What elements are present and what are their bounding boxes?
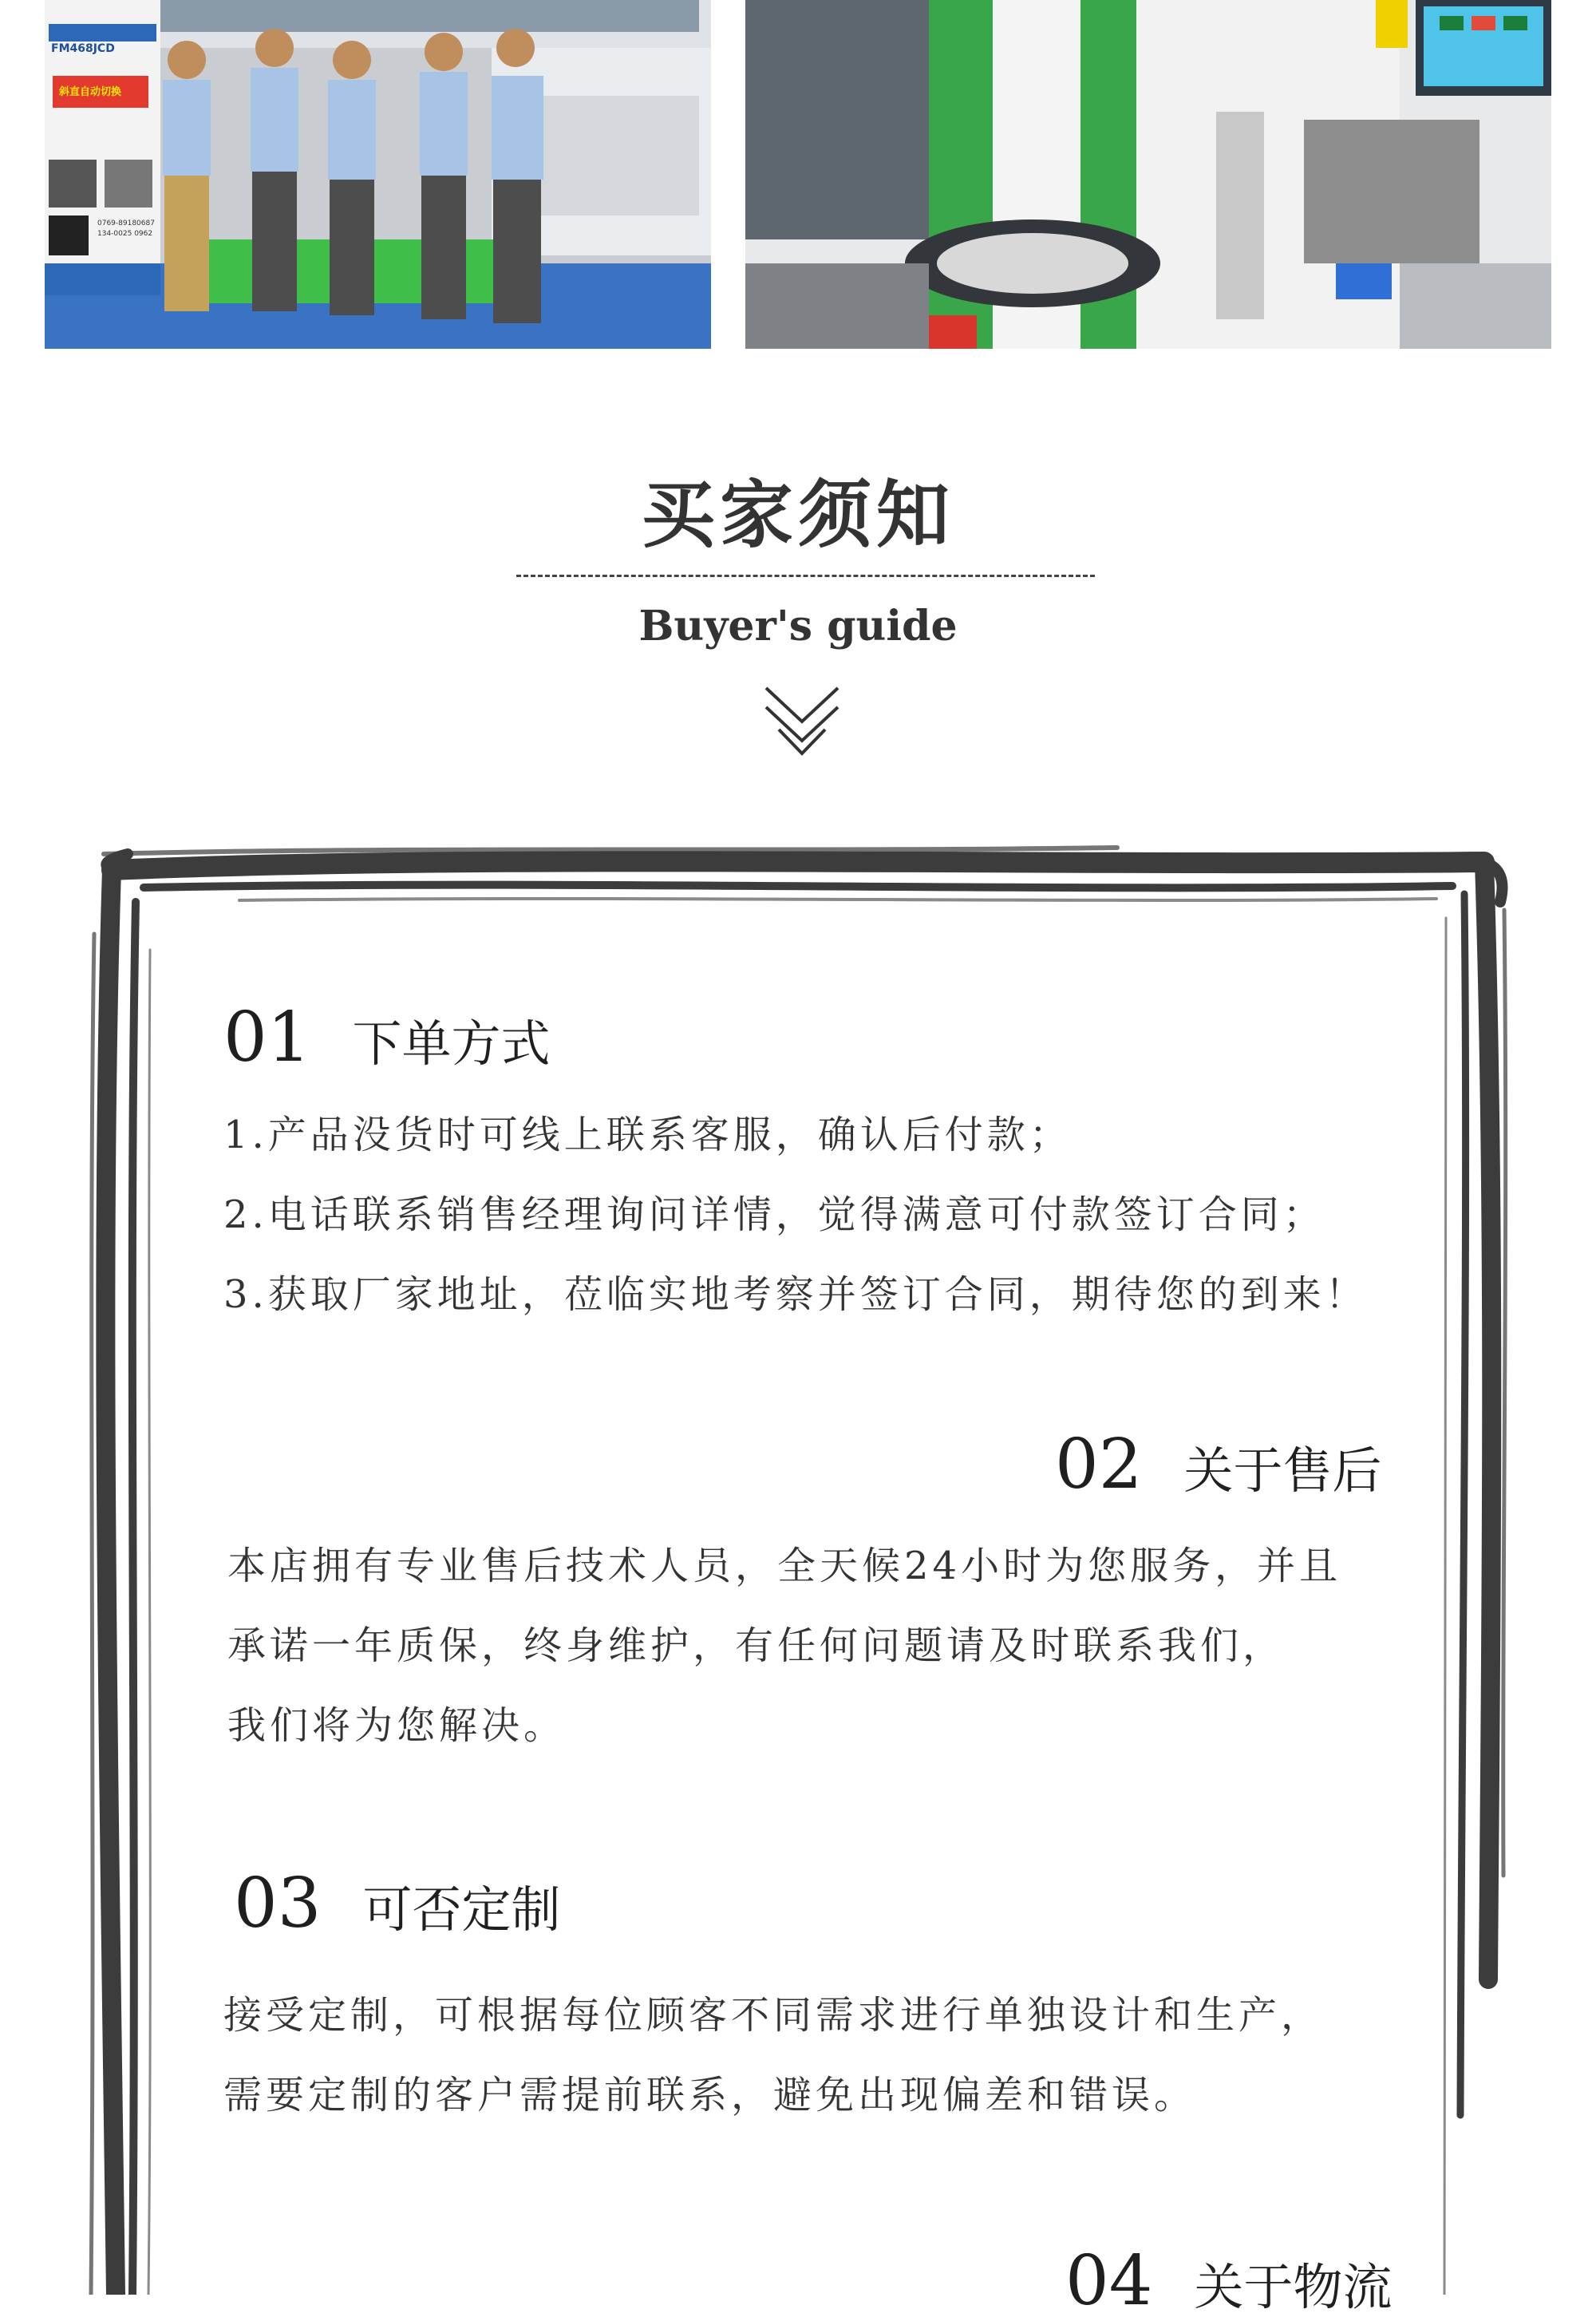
section-02-number: 02	[1055, 1425, 1143, 1504]
double-chevron-down-icon	[761, 677, 843, 758]
banner-sub-text: 斜直自动切换	[59, 86, 122, 98]
section-02-line-3: 我们将为您解决。	[227, 1703, 567, 1748]
banner-model-text: FM468JCD	[51, 42, 115, 55]
title-divider	[516, 575, 1095, 577]
section-03-title	[234, 1864, 560, 1943]
section-04-label: 关于物流	[1194, 2258, 1393, 2316]
section-03-body	[223, 1975, 1323, 2135]
section-01-line-1: 1.产品没货时可线上联系客服，确认后付款；	[223, 1113, 1072, 1157]
banner-phone-1: 0769-89180687	[97, 219, 155, 227]
section-04-title	[1065, 2241, 1392, 2321]
section-02-line-2: 承诺一年质保，终身维护，有任何问题请及时联系我们，	[227, 1623, 1286, 1668]
section-01-title	[223, 998, 550, 1077]
page-subtitle: Buyer's guide	[638, 602, 958, 650]
trade-show-photo	[45, 0, 711, 349]
machine-photo	[745, 0, 1551, 349]
section-01-number: 01	[223, 998, 311, 1077]
section-04-number: 04	[1065, 2241, 1153, 2321]
section-03-label: 可否定制	[362, 1880, 561, 1939]
section-01-line-3: 3.获取厂家地址，莅临实地考察并签订合同，期待您的到来！	[223, 1272, 1368, 1317]
banner-phone-2: 134-0025 0962	[97, 230, 153, 238]
section-01-line-2: 2.电话联系销售经理询问详情，觉得满意可付款签订合同；	[223, 1192, 1325, 1237]
section-01-label: 下单方式	[352, 1014, 551, 1073]
page-title: 买家须知	[641, 473, 954, 558]
section-03-number: 03	[234, 1864, 322, 1943]
section-01-body	[223, 1095, 1368, 1334]
section-02-line-1: 本店拥有专业售后技术人员，全天候24小时为您服务，并且	[227, 1544, 1342, 1588]
section-03-line-1: 接受定制，可根据每位顾客不同需求进行单独设计和生产，	[223, 1993, 1324, 2038]
section-03-line-2: 需要定制的客户需提前联系，避免出现偏差和错误。	[223, 2073, 1197, 2117]
section-02-title	[1055, 1425, 1381, 1504]
section-02-body	[227, 1526, 1341, 1765]
section-02-label: 关于售后	[1183, 1441, 1382, 1500]
